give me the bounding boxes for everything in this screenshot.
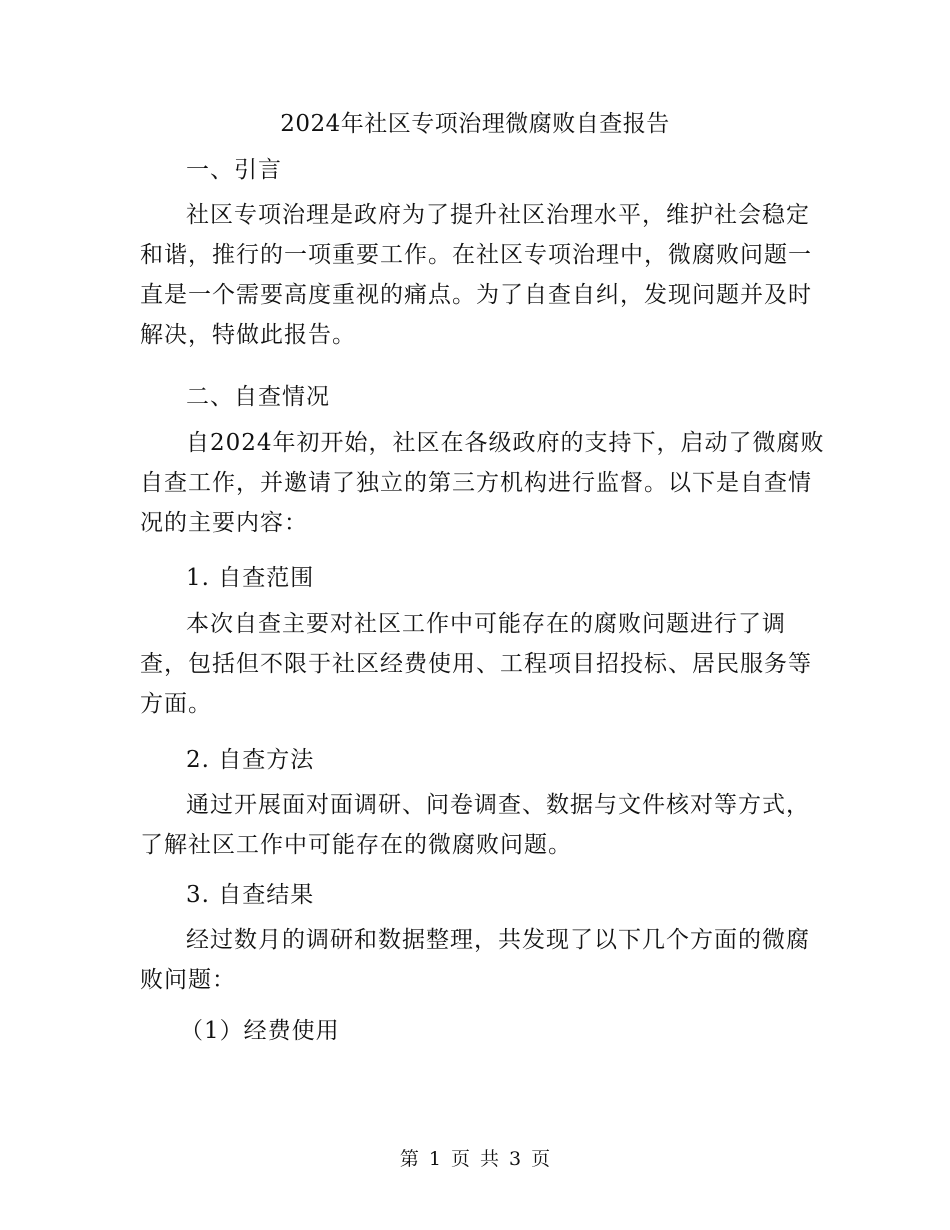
item-heading-text: 1. 自查范围 bbox=[186, 565, 315, 591]
sub-item-heading-funds bbox=[140, 1011, 808, 1051]
page-number-footer: 第 1 页 共 3 页 bbox=[399, 1148, 551, 1170]
item-heading-method bbox=[140, 740, 808, 780]
paragraph-scope bbox=[140, 604, 812, 724]
item-heading-text: 2. 自查方法 bbox=[186, 747, 315, 773]
section-heading-text: 一、引言 bbox=[186, 157, 282, 183]
paragraph-line: 社区专项治理是政府为了提升社区治理水平，维护社会稳定 bbox=[186, 202, 810, 228]
section-heading-self-check bbox=[140, 377, 808, 417]
paragraph-line: 败问题： bbox=[140, 967, 236, 993]
paragraph-result bbox=[140, 920, 808, 1000]
item-heading-result bbox=[140, 875, 808, 915]
paragraph-self-check bbox=[140, 423, 825, 543]
paragraph-line: 查，包括但不限于社区经费使用、工程项目招投标、居民服务等 bbox=[140, 651, 812, 677]
paragraph-line: 和谐，推行的一项重要工作。在社区专项治理中，微腐败问题一 bbox=[140, 242, 812, 268]
paragraph-line: 解决，特做此报告。 bbox=[140, 322, 356, 348]
paragraph-line: 通过开展面对面调研、问卷调查、数据与文件核对等方式， bbox=[186, 792, 810, 818]
document-title: 2024年社区专项治理微腐败自查报告 bbox=[280, 111, 670, 137]
item-heading-scope bbox=[140, 558, 808, 598]
paragraph-intro bbox=[140, 195, 812, 355]
paragraph-line: 方面。 bbox=[140, 691, 212, 717]
paragraph-line: 本次自查主要对社区工作中可能存在的腐败问题进行了调 bbox=[186, 611, 786, 637]
sub-item-heading-text: （1）经费使用 bbox=[180, 1018, 340, 1044]
paragraph-method bbox=[140, 785, 808, 865]
paragraph-line: 经过数月的调研和数据整理，共发现了以下几个方面的微腐 bbox=[186, 927, 810, 953]
paragraph-line: 况的主要内容： bbox=[140, 510, 308, 536]
paragraph-line: 直是一个需要高度重视的痛点。为了自查自纠，发现问题并及时 bbox=[140, 282, 812, 308]
section-heading-text: 二、自查情况 bbox=[186, 384, 330, 410]
paragraph-line: 了解社区工作中可能存在的微腐败问题。 bbox=[140, 832, 572, 858]
section-heading-intro bbox=[140, 150, 808, 190]
paragraph-line: 自2024年初开始，社区在各级政府的支持下，启动了微腐败 bbox=[186, 430, 825, 456]
item-heading-text: 3. 自查结果 bbox=[186, 882, 315, 908]
paragraph-line: 自查工作，并邀请了独立的第三方机构进行监督。以下是自查情 bbox=[140, 470, 812, 496]
